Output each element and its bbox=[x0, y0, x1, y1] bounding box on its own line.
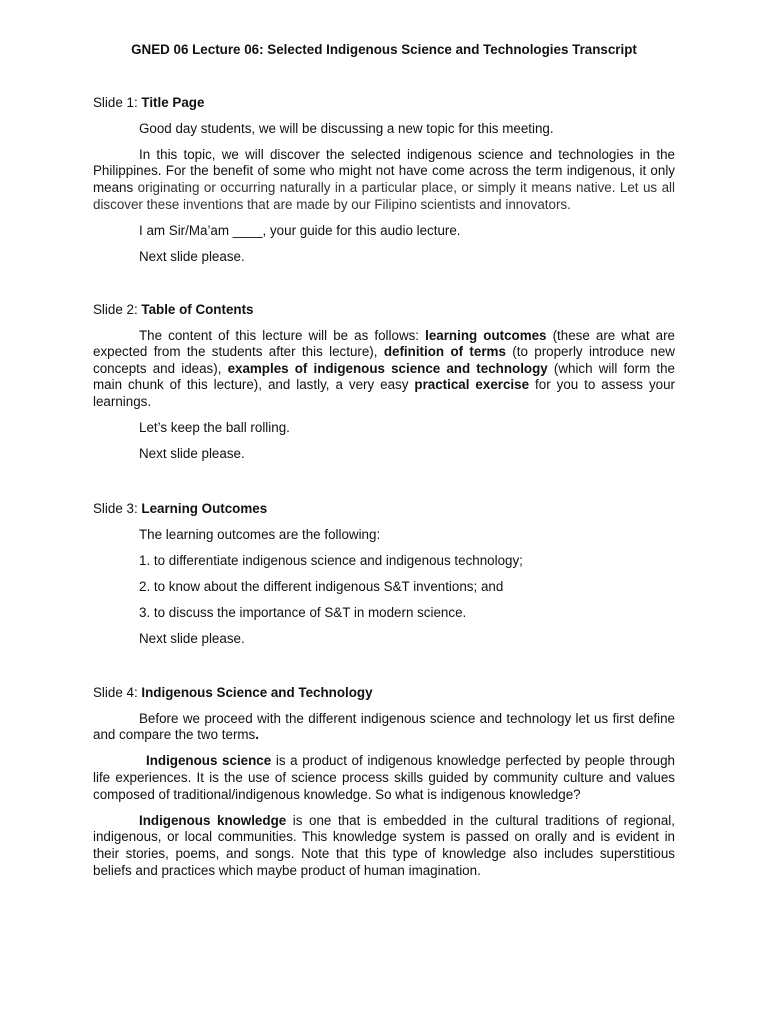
slide-2-prefix: Slide 2: bbox=[93, 302, 142, 317]
slide-4-paragraph-2-text: is a product of indigenous knowledge perfected by people through life experiences. It is the use of science process skills guided by community culture and values composed of traditional/indigenous knowledge. So what is indigenous knowledge? bbox=[93, 753, 675, 802]
slide-2-section bbox=[93, 302, 675, 463]
slide-3-next-slide: Next slide please. bbox=[139, 631, 245, 647]
slide-3-paragraph-1: The learning outcomes are the following: bbox=[139, 526, 381, 542]
slide-1-paragraph-2-part-a: In this topic, we will discover the selected indigenous science and technologies in the Philippines. For the benefit of some who might not have come across the term indigenous, it only means bbox=[93, 146, 675, 195]
slide-4-title: Indigenous Science and Technology bbox=[141, 685, 373, 700]
slide-1-paragraph-1: Good day students, we will be discussing a new topic for this meeting. bbox=[139, 120, 554, 136]
slide-2-paragraph-2: Let’s keep the ball rolling. bbox=[139, 420, 290, 436]
slide-4-paragraph-1 bbox=[93, 711, 675, 744]
slide-2-heading bbox=[93, 302, 675, 319]
slide-3-title: Learning Outcomes bbox=[141, 501, 268, 516]
slide-1-prefix: Slide 1: bbox=[93, 95, 142, 110]
slide-1-section bbox=[93, 95, 675, 266]
slide-2-paragraph-1 bbox=[93, 328, 675, 411]
slide-1-paragraph-2-part-b: originating or occurring naturally in a particular place, or simply it means native. Let us all discover these inventions that are made by our Filipino scientists and innovators. bbox=[93, 179, 675, 212]
slide-4-paragraph-1-text: Before we proceed with the different indigenous science and technology let us first define and compare the two terms bbox=[93, 710, 675, 743]
slide-2-title: Table of Contents bbox=[141, 302, 254, 317]
slide-4-paragraph-3 bbox=[93, 813, 675, 879]
list-item: 3. to discuss the importance of S&T in modern science. bbox=[139, 605, 467, 621]
slide-4-paragraph-1-period: . bbox=[255, 727, 259, 743]
slide-2-next-slide: Next slide please. bbox=[139, 446, 245, 462]
document-title: GNED 06 Lecture 06: Selected Indigenous Science and Technologies Transcript bbox=[131, 42, 637, 57]
slide-4-bold-indigenous-science: Indigenous science bbox=[146, 753, 272, 769]
list-item: 1. to differentiate indigenous science and indigenous technology; bbox=[139, 552, 523, 568]
slide-2-text-c: (these are what are expected from the students after this lecture), bbox=[93, 327, 675, 360]
slide-2-text-i: for you to assess your learnings. bbox=[93, 377, 675, 409]
list-item: 2. to know about the different indigenous S&T inventions; and bbox=[139, 578, 504, 594]
slide-2-text-e: (to properly introduce new concepts and ideas), bbox=[93, 344, 675, 376]
slide-1-paragraph-3: I am Sir/Ma’am ____, your guide for this audio lecture. bbox=[139, 222, 461, 238]
slide-4-section bbox=[93, 685, 675, 879]
slide-4-paragraph-3-text: is one that is embedded in the cultural traditions of regional, indigenous, or local communities. This knowledge system is passed on orally and is evident in their stories, poems, and songs. Note that this type of knowledge also includes superstitious beliefs and practices which maybe product of human imagination. bbox=[93, 812, 675, 878]
slide-4-paragraph-2 bbox=[93, 753, 675, 803]
slide-2-bold-learning-outcomes: learning outcomes bbox=[425, 327, 547, 343]
slide-1-paragraph-2 bbox=[93, 147, 675, 213]
slide-3-section bbox=[93, 501, 675, 648]
slide-2-bold-examples: examples of indigenous science and technology bbox=[227, 360, 548, 376]
slide-2-text-a: The content of this lecture will be as follows: bbox=[139, 327, 426, 343]
slide-2-text-g: (which will form the main chunk of this lecture), and lastly, a very easy bbox=[93, 360, 675, 393]
slide-4-bold-indigenous-knowledge: Indigenous knowledge bbox=[139, 812, 287, 828]
slide-1-title: Title Page bbox=[141, 95, 205, 110]
slide-2-bold-definition-of-terms: definition of terms bbox=[383, 344, 506, 360]
slide-3-heading bbox=[93, 501, 675, 518]
slide-4-prefix: Slide 4: bbox=[93, 685, 142, 700]
slide-2-bold-practical-exercise: practical exercise bbox=[414, 377, 530, 393]
slide-1-next-slide: Next slide please. bbox=[139, 248, 245, 264]
slide-1-heading bbox=[93, 95, 675, 112]
slide-3-prefix: Slide 3: bbox=[93, 501, 142, 516]
slide-4-heading bbox=[93, 685, 675, 702]
